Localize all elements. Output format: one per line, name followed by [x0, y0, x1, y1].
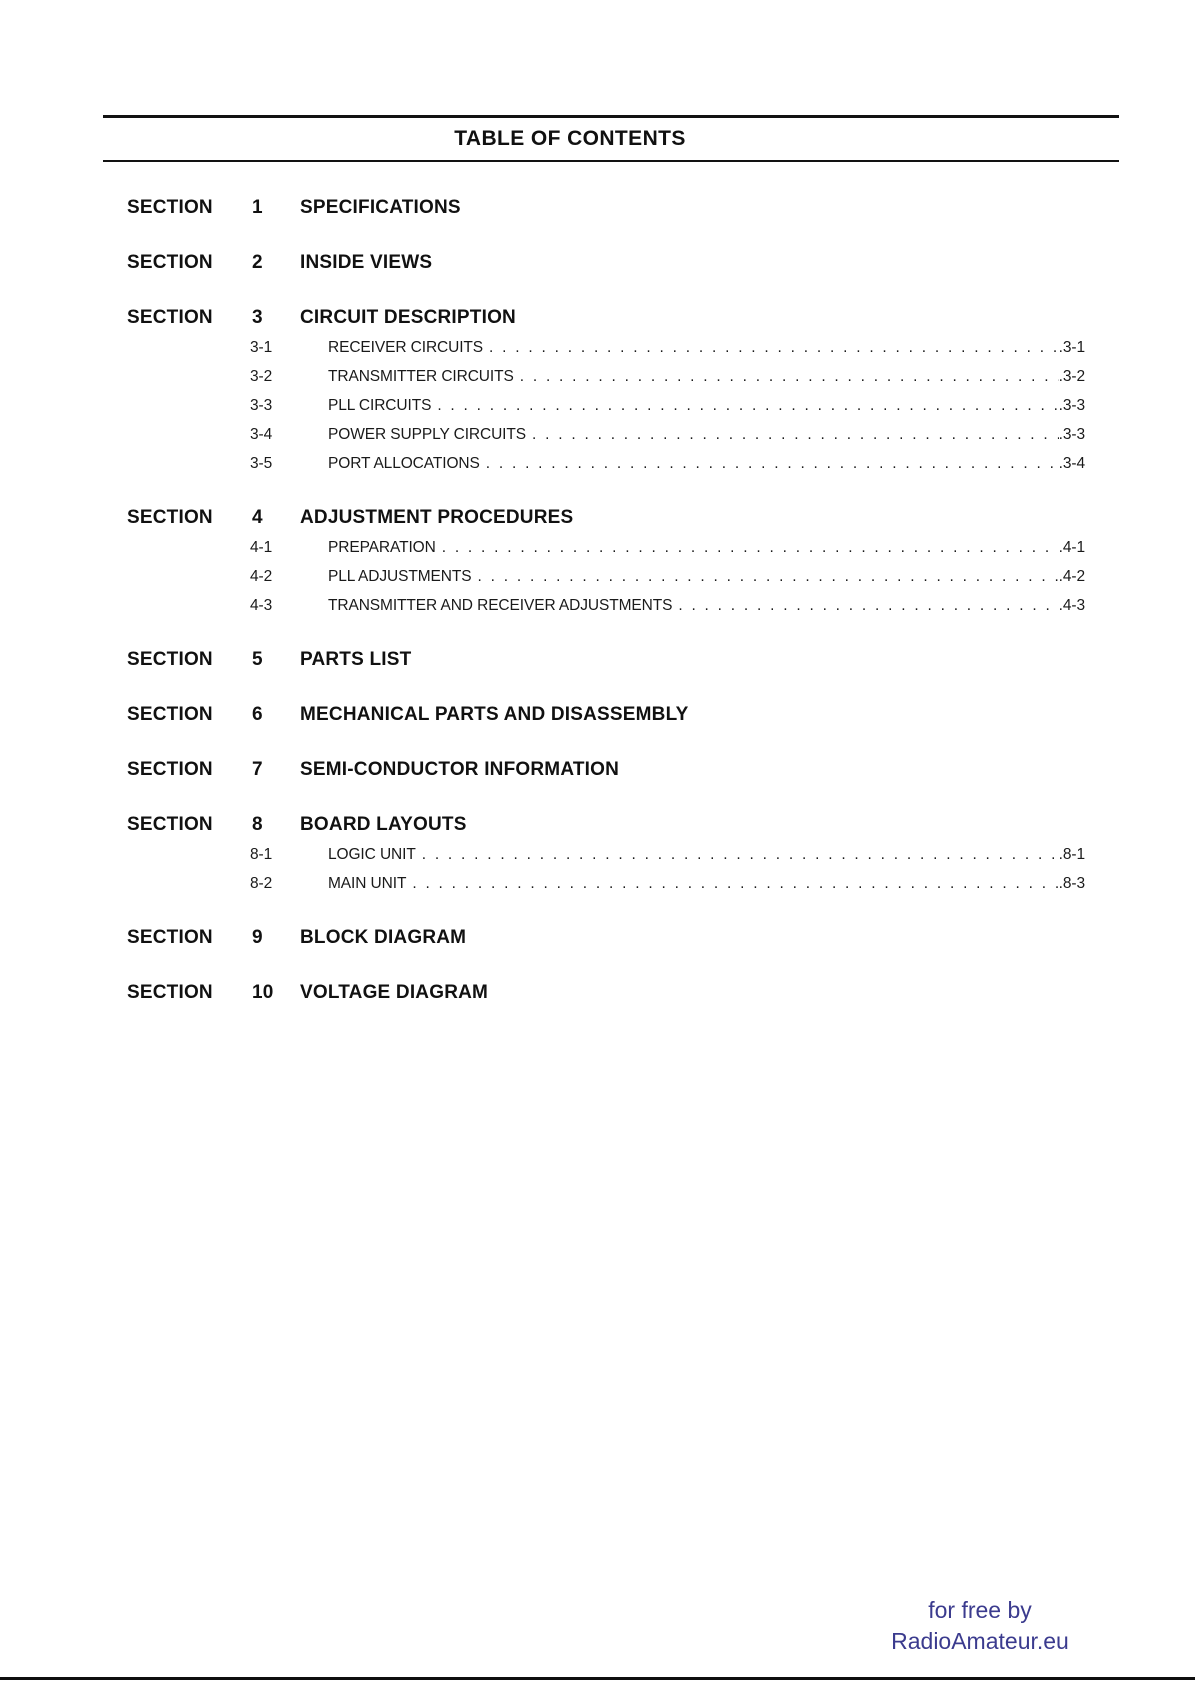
toc-section-row	[127, 649, 1085, 669]
toc-subsection-row	[250, 875, 1085, 892]
subsection-title: PREPARATION	[328, 539, 436, 556]
section-label: SECTION	[127, 649, 213, 670]
toc	[127, 197, 1085, 1002]
page-number: . 3-4	[1059, 455, 1085, 473]
section-label: SECTION	[127, 759, 213, 780]
toc-section-block	[127, 759, 1085, 779]
subsection-number: 8-2	[250, 875, 273, 892]
toc-subsection-row	[250, 597, 1085, 614]
toc-section-block	[127, 704, 1085, 724]
dot-leader	[437, 397, 1058, 415]
title-banner	[103, 115, 1119, 162]
section-title: ADJUSTMENT PROCEDURES	[300, 507, 574, 528]
section-label: SECTION	[127, 814, 213, 835]
section-title: VOLTAGE DIAGRAM	[300, 982, 489, 1003]
page-number: . 3-3	[1059, 426, 1085, 444]
watermark-line2: RadioAmateur.eu	[891, 1628, 1069, 1654]
subsection-title: TRANSMITTER AND RECEIVER ADJUSTMENTS	[328, 597, 673, 614]
section-title: BLOCK DIAGRAM	[300, 927, 467, 948]
section-title: INSIDE VIEWS	[300, 252, 433, 273]
toc-section-row	[127, 252, 1085, 272]
subsection-title: RECEIVER CIRCUITS	[328, 339, 484, 356]
toc-subsection-row	[250, 846, 1085, 863]
subsection-number: 8-1	[250, 846, 273, 863]
page-number: . 8-1	[1059, 846, 1085, 864]
toc-section-row	[127, 507, 1085, 527]
toc-section-block	[127, 814, 1085, 892]
subsection-number: 4-3	[250, 597, 273, 614]
toc-section-row	[127, 814, 1085, 834]
section-number: 1	[252, 197, 263, 218]
section-label: SECTION	[127, 307, 213, 328]
subsection-title: PLL ADJUSTMENTS	[328, 568, 472, 585]
dot-leader	[489, 339, 1059, 357]
subsection-number: 4-2	[250, 568, 273, 585]
section-number: 5	[252, 649, 263, 670]
toc-subsection-row	[250, 568, 1085, 585]
page-number: . 4-1	[1059, 539, 1085, 557]
toc-subsection-row	[250, 339, 1085, 356]
subsection-title: PLL CIRCUITS	[328, 397, 432, 414]
toc-section-block	[127, 927, 1085, 947]
toc-subsection-row	[250, 539, 1085, 556]
toc-subsection-row	[250, 397, 1085, 414]
toc-section-block	[127, 982, 1085, 1002]
section-title: SPECIFICATIONS	[300, 197, 461, 218]
page-number: . 3-2	[1059, 368, 1085, 386]
section-number: 10	[252, 982, 274, 1003]
toc-section-block	[127, 197, 1085, 217]
subsection-title: MAIN UNIT	[328, 875, 407, 892]
section-label: SECTION	[127, 252, 213, 273]
page-number: . 3-1	[1059, 339, 1085, 357]
section-number: 3	[252, 307, 263, 328]
toc-section-row	[127, 759, 1085, 779]
subsection-number: 3-2	[250, 368, 273, 385]
dot-leader	[478, 568, 1059, 586]
dot-leader	[442, 539, 1059, 557]
toc-subsection-row	[250, 455, 1085, 472]
section-label: SECTION	[127, 507, 213, 528]
dot-leader	[520, 368, 1059, 386]
section-title: BOARD LAYOUTS	[300, 814, 467, 835]
bottom-page-rule	[0, 1677, 1195, 1680]
dot-leader	[412, 875, 1058, 893]
subsection-number: 3-1	[250, 339, 273, 356]
page-number: . 8-3	[1059, 875, 1085, 893]
toc-section-row	[127, 982, 1085, 1002]
dot-leader	[532, 426, 1059, 444]
section-number: 4	[252, 507, 263, 528]
toc-section-row	[127, 307, 1085, 327]
section-label: SECTION	[127, 197, 213, 218]
page-title: TABLE OF CONTENTS	[454, 127, 686, 150]
dot-leader	[678, 597, 1058, 615]
section-label: SECTION	[127, 704, 213, 725]
dot-leader	[486, 455, 1059, 473]
subsection-title: TRANSMITTER CIRCUITS	[328, 368, 514, 385]
section-number: 6	[252, 704, 263, 725]
section-title: PARTS LIST	[300, 649, 412, 670]
dot-leader	[422, 846, 1059, 864]
subsection-title: LOGIC UNIT	[328, 846, 416, 863]
toc-section-row	[127, 927, 1085, 947]
section-number: 8	[252, 814, 263, 835]
toc-subsection-row	[250, 368, 1085, 385]
section-title: CIRCUIT DESCRIPTION	[300, 307, 516, 328]
toc-section-block	[127, 507, 1085, 614]
section-title: SEMI-CONDUCTOR INFORMATION	[300, 759, 620, 780]
section-title: MECHANICAL PARTS AND DISASSEMBLY	[300, 704, 689, 725]
toc-section-row	[127, 704, 1085, 724]
subsection-title: POWER SUPPLY CIRCUITS	[328, 426, 527, 443]
section-label: SECTION	[127, 927, 213, 948]
title-bottom-rule	[103, 160, 1119, 162]
page-number: . 3-3	[1059, 397, 1085, 415]
subsection-number: 3-5	[250, 455, 273, 472]
watermark-line1: for free by	[928, 1597, 1032, 1623]
subsection-number: 4-1	[250, 539, 273, 556]
section-number: 7	[252, 759, 263, 780]
subsection-title: PORT ALLOCATIONS	[328, 455, 480, 472]
section-number: 9	[252, 927, 263, 948]
toc-subsection-row	[250, 426, 1085, 443]
subsection-number: 3-3	[250, 397, 273, 414]
toc-section-block	[127, 252, 1085, 272]
toc-section-block	[127, 307, 1085, 472]
watermark	[850, 1595, 1110, 1657]
section-label: SECTION	[127, 982, 213, 1003]
toc-section-row	[127, 197, 1085, 217]
page-number: . 4-3	[1059, 597, 1085, 615]
toc-section-block	[127, 649, 1085, 669]
page-number: . 4-2	[1059, 568, 1085, 586]
subsection-number: 3-4	[250, 426, 273, 443]
section-number: 2	[252, 252, 263, 273]
